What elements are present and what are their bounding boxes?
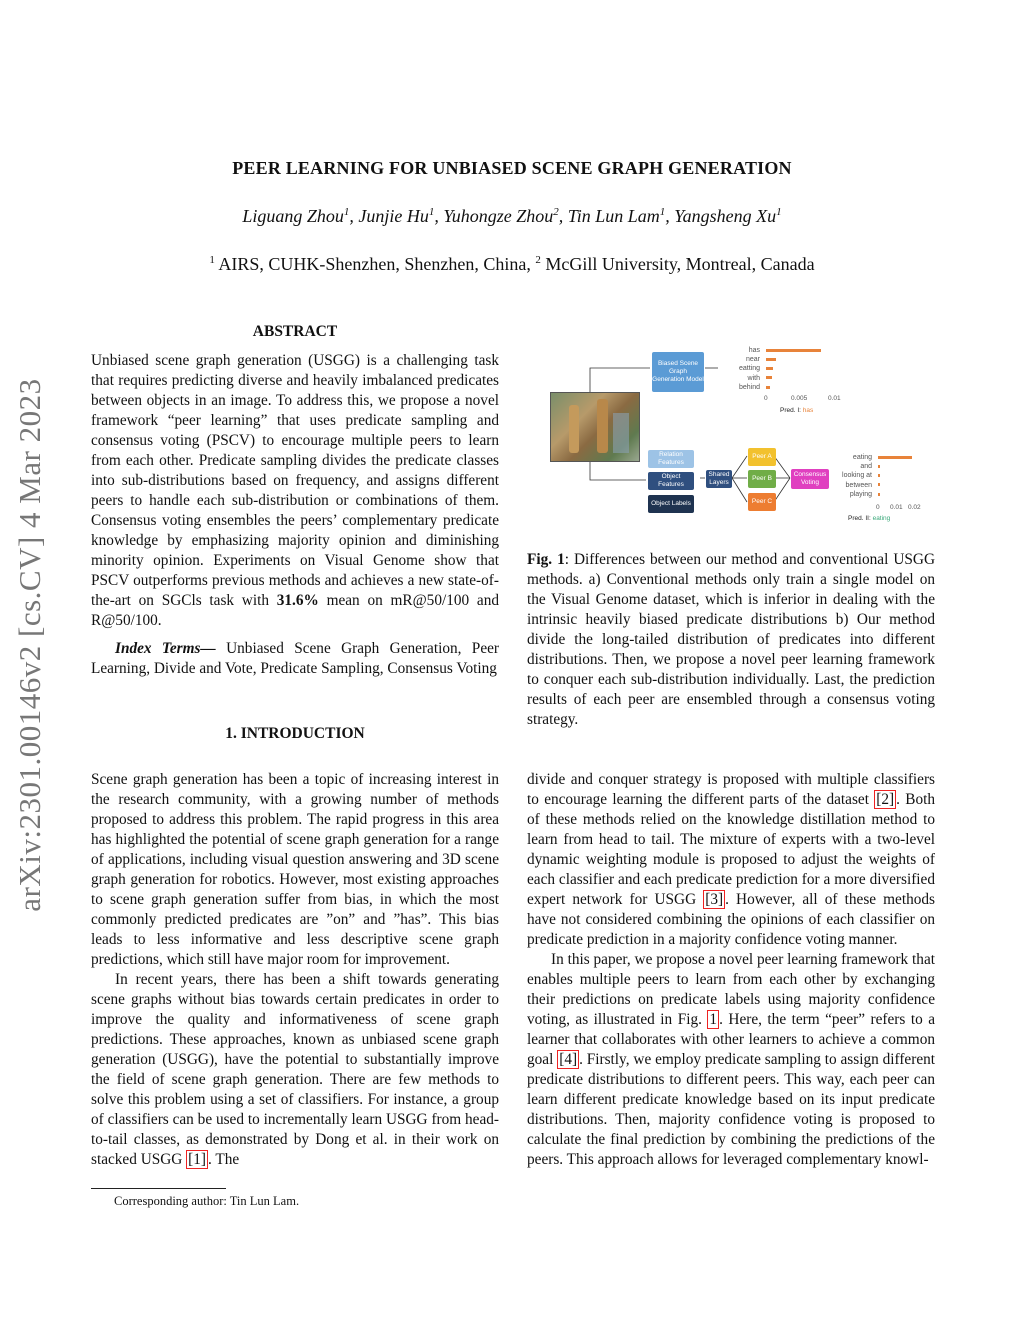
intro-paragraph: In recent years, there has been a shift towards generating scene graphs without bias towards certain predicates in order to improve the quality and informativeness of scene graph predictions. These approaches, known as unbiased scene graph generation (USGG), have the potential to substantially improve the field of scene graph generation. There are few methods to solve this problem using a set of classifiers. For instance, a group of classifiers can be used to incrementally learn USGG from head-to-tail classes, as demonstrated by Dong et al. in their work on stacked USGG [1] . The — [91, 971, 499, 1168]
author: Liguang Zhou — [242, 206, 344, 226]
author: Junjie Hu — [358, 206, 429, 226]
figure-link[interactable]: 1 — [709, 1011, 718, 1028]
bar — [766, 367, 773, 370]
affiliations: $^1$ AIRS, CUHK-Shenzhen, Shenzhen, China, $^2$ McGill University, Montreal, Canada — [209, 254, 815, 274]
abstract-section — [91, 322, 499, 679]
bar — [878, 493, 880, 496]
citation-link[interactable]: [4] — [559, 1051, 578, 1068]
bar — [878, 465, 880, 468]
author: Tin Lun Lam — [567, 206, 660, 226]
tick-label: 0.01 — [828, 395, 841, 402]
bar — [878, 483, 880, 486]
citation-link[interactable]: [3] — [705, 891, 724, 908]
bar — [878, 456, 912, 459]
abstract-heading: ABSTRACT — [252, 323, 338, 340]
tick-label: 0 — [876, 504, 880, 511]
tick-label: 0.01 — [890, 504, 903, 511]
figure-1: Biased Scene Graph Generation Model has near eatting with behind 0 0.005 0.01 Pred. I: has Relation Features Object Features Object Labels Shared Layers Peer A Peer B Peer C Consensus Voting eating and looking at between playing 0 0.01 0.02 Pred. II: eating — [546, 340, 926, 530]
author-list: Liguang Zhou$^1$, Junjie Hu$^1$, Yuhongze Zhou$^2$, Tin Lun Lam$^1$, Yangsheng Xu$^1$ — [242, 206, 782, 226]
figure-caption: Fig. 1: Differences between our method and conventional USGG methods. a) Conventional methods only train a single model on the Visual Genome dataset, which is inferior in dealing with the intrinsic heavily biased predicate distributions b) Our method divide the long-tailed distribution of predicates into different distributions. Then, we propose a novel peer learning framework to conquer each sub-distribution individually. Last, the prediction results of each peer are ensembled through a consensus voting strategy. — [527, 551, 935, 728]
pred-label: Pred. II: eating — [848, 515, 891, 522]
consensus-voting-box: Consensus Voting — [791, 469, 829, 489]
object-features-box: Object Features — [648, 472, 694, 490]
peer-b-box: Peer B — [748, 470, 776, 488]
citation-link[interactable]: [1] — [188, 1151, 207, 1168]
body-paragraph: divide and conquer strategy is proposed with multiple classifiers to encourage learning the different parts of the dataset [2] . Both of these methods relied on the knowledge distillation method to learn from head to tail. The mixture of experts with a two-level dynamic weighting module is proposed to adjust the weights of each classifier and each predicate prediction for a more diversified expert network for USGG [3] . However, all of these methods have not considered combining the opinions of each classifier on predicate prediction in a majority confidence voting manner. — [527, 771, 935, 948]
tick-label: 0 — [764, 395, 768, 402]
arxiv-stamp — [10, 360, 50, 930]
peer-c-box: Peer C — [748, 493, 776, 511]
right-column-body — [527, 770, 935, 1170]
peer-a-box: Peer A — [748, 448, 776, 466]
bar — [878, 474, 880, 477]
abstract-text: Unbiased scene graph generation (USGG) is a challenging task that requires predicting diverse and heavily imbalanced predicates between objects in an image. To address this, we propose a novel framework “peer learning” that uses predicate sampling and consensus voting (PSCV) to encourage multiple peers to learn from each other. Predicate sampling divides the predicate classes into sub-distributions based on frequency, and assigns different peers to handle each sub-distribution or combinations of them. Consensus voting ensembles the peers’ complementary predicate knowledge by emphasizing majority opinion and diminishing minority opinion. Experiments on Visual Genome show that PSCV outperforms previous methods and achieves a new state-of-the-art on SGCls task with 31.6% mean on mR@50/100 and R@50/100. — [91, 352, 500, 629]
biased-model-box: Biased Scene Graph Generation Model — [652, 352, 704, 392]
bar — [766, 349, 821, 352]
bar — [766, 358, 776, 361]
paper-title: PEER LEARNING FOR UNBIASED SCENE GRAPH GENERATION — [232, 158, 792, 178]
input-image — [550, 392, 640, 462]
author: Yangsheng Xu — [674, 206, 777, 226]
citation-link[interactable]: [2] — [876, 791, 895, 808]
body-paragraph: In this paper, we propose a novel peer learning framework that enables multiple peers to learn from each other by exchanging their predictions on predicate labels using majority confidence voting, as illustrated in Fig. 1 . Here, the term “peer” refers to a learner that collaborates with other learners to achieve a common goal [4] . Firstly, we employ predicate sampling to assign different predicate distributions to different peers. This way, each peer can learn different predicate knowledge based on its input predicate distributions. Then, majority confidence voting is proposed to calculate the final prediction by combining the predictions of the peers. This approach allows for leveraged complementary knowl- — [527, 951, 936, 1168]
shared-layers-box: Shared Layers — [706, 470, 732, 488]
intro-section — [91, 724, 499, 1170]
tick-label: 0.005 — [791, 395, 808, 402]
footnote: Corresponding author: Tin Lun Lam. — [114, 1194, 300, 1208]
tick-label: 0.02 — [908, 504, 921, 511]
object-labels-box: Object Labels — [648, 495, 694, 513]
author: Yuhongze Zhou — [443, 206, 554, 226]
footnote-rule — [91, 1188, 226, 1189]
relation-features-box: Relation Features — [648, 450, 694, 468]
bar — [766, 376, 772, 379]
arxiv-id: arXiv:2301.00146v2 [cs.CV] 4 Mar 2023 — [12, 378, 47, 912]
bar — [766, 386, 770, 389]
intro-heading: 1. INTRODUCTION — [225, 725, 365, 742]
index-terms: Index Terms— Unbiased Scene Graph Generation, Peer Learning, Divide and Vote, Predicate Sampling, Consensus Voting — [91, 640, 499, 677]
intro-paragraph: Scene graph generation has been a topic of increasing interest in the research community, with a growing number of methods proposed to address this problem. The rapid progress in this area has highlighted the potential of scene graph generation for a range of applications, including visual question answering and 3D scene graph generation for robotics. However, most existing approaches to scene graph generation suffer from bias, in which the most commonly predicted predicates are ”on” and ”has”. This bias leads to less informative and less descriptive scene graph predictions, which still have major room for improvement. — [91, 771, 499, 968]
pred-label: Pred. I: has — [780, 407, 814, 414]
